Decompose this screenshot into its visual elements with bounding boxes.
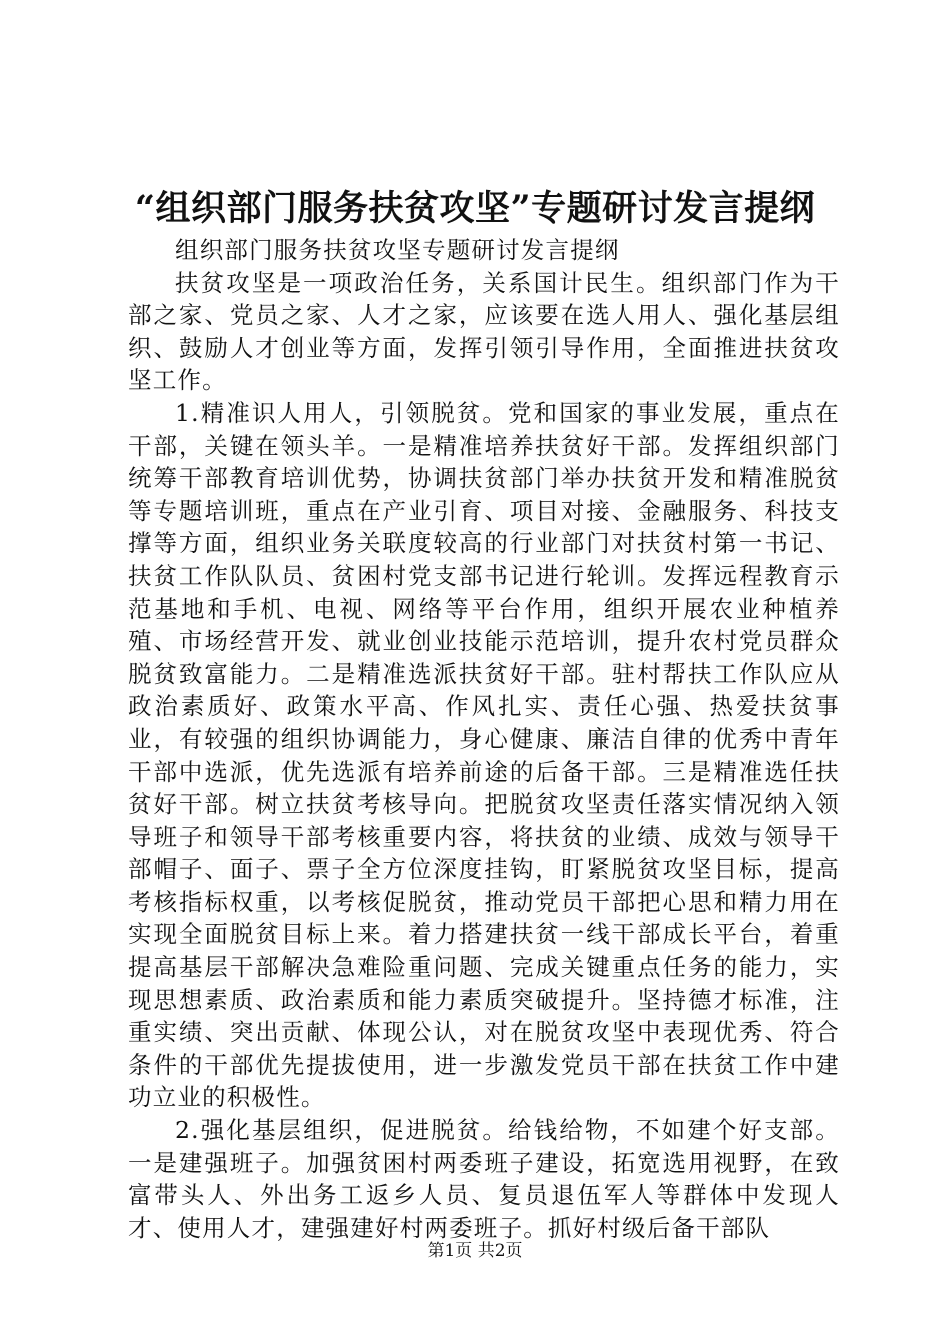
document-body [128,234,840,1244]
body-paragraph-section-1: 1.精准识人用人，引领脱贫。党和国家的事业发展，重点在干部，关键在领头羊。一是精准培养扶贫好干部。发挥组织部门统筹干部教育培训优势，协调扶贫部门举办扶贫开发和精准脱贫等专题培训班，重点在产业引育、项目对接、金融服务、科技支撑等方面，组织业务关联度较高的行业部门对扶贫村第一书记、扶贫工作队队员、贫困村党支部书记进行轮训。发挥远程教育示范基地和手机、电视、网络等平台作用，组织开展农业种植养殖、市场经营开发、就业创业技能示范培训，提升农村党员群众脱贫致富能力。二是精准选派扶贫好干部。驻村帮扶工作队应从政治素质好、政策水平高、作风扎实、责任心强、热爱扶贫事业，有较强的组织协调能力，身心健康、廉洁自律的优秀中青年干部中选派，优先选派有培养前途的后备干部。三是精准选任扶贫好干部。树立扶贫考核导向。把脱贫攻坚责任落实情况纳入领导班子和领导干部考核重要内容，将扶贫的业绩、成效与领导干部帽子、面子、票子全方位深度挂钩，盯紧脱贫攻坚目标，提高考核指标权重，以考核促脱贫，推动党员干部把心思和精力用在实现全面脱贫目标上来。着力搭建扶贫一线干部成长平台，着重提高基层干部解决急难险重问题、完成关键重点任务的能力，实现思想素质、政治素质和能力素质突破提升。坚持德才标准，注重实绩、突出贡献、体现公认，对在脱贫攻坚中表现优秀、符合条件的干部优先提拔使用，进一步激发党员干部在扶贫工作中建功立业的积极性。 [128,398,840,1112]
body-paragraph-intro: 扶贫攻坚是一项政治任务，关系国计民生。组织部门作为干部之家、党员之家、人才之家，应该要在选人用人、强化基层组织、鼓励人才创业等方面，发挥引领引导作用，全面推进扶贫攻坚工作。 [128,268,840,395]
document-title: “组织部门服务扶贫攻坚”专题研讨发言提纲 [134,188,816,229]
body-paragraph-section-2: 2.强化基层组织，促进脱贫。给钱给物，不如建个好支部。一是建强班子。加强贫困村两委班子建设，拓宽选用视野，在致富带头人、外出务工返乡人员、复员退伍军人等群体中发现人才、使用人才，建强建好村两委班子。抓好村级后备干部队 [128,1116,840,1242]
body-paragraph-subtitle: 组织部门服务扶贫攻坚专题研讨发言提纲 [175,236,620,264]
page-number-footer: 第1页 共2页 [427,1241,523,1261]
